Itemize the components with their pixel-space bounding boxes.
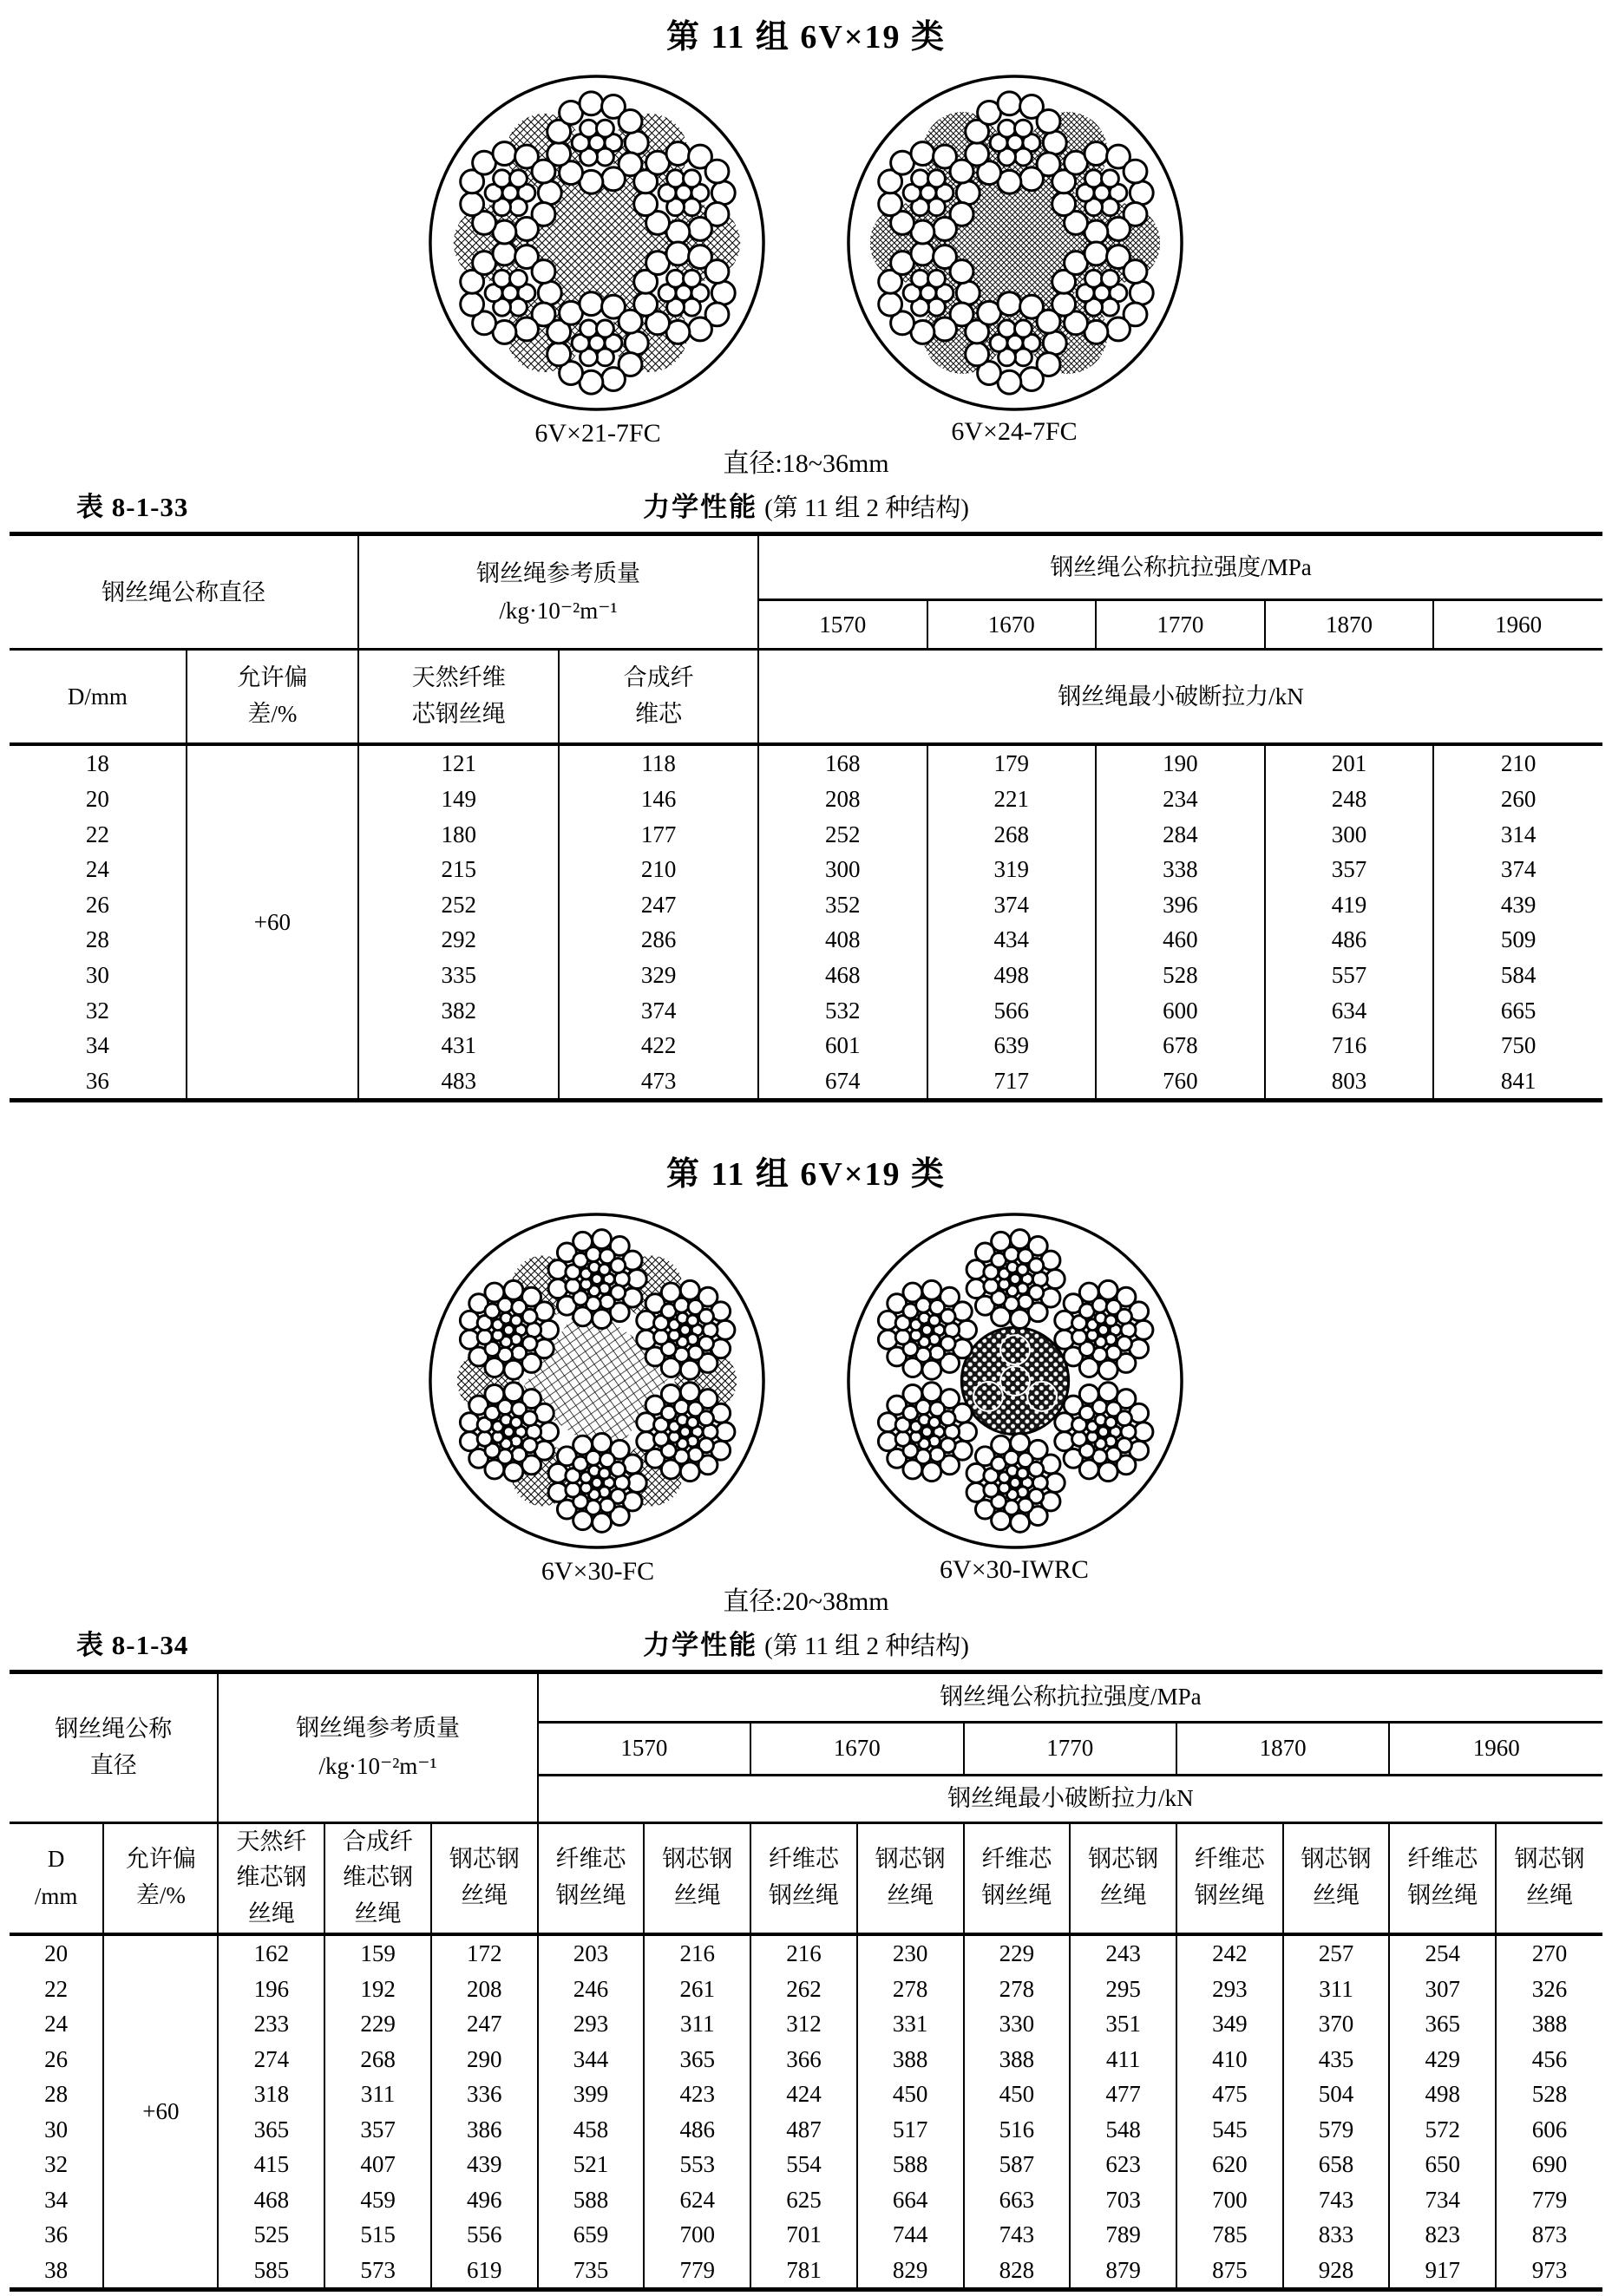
cell-value: 374 — [559, 992, 758, 1028]
cell-value: 431 — [358, 1028, 559, 1063]
header-synthetic-core: 合成纤维芯 — [559, 650, 758, 745]
cell-value: 268 — [324, 2042, 431, 2077]
header-diameter-group: 钢丝绳公称直径 — [10, 534, 358, 650]
cell-value: 388 — [1496, 2006, 1602, 2042]
cell-value: 351 — [1070, 2006, 1176, 2042]
cell-d: 28 — [10, 2077, 103, 2112]
header-d: D/mm — [10, 650, 187, 745]
cell-value: 554 — [750, 2147, 857, 2182]
cell-value: 496 — [431, 2182, 538, 2218]
cell-d: 36 — [10, 2217, 103, 2253]
cell-value: 336 — [431, 2077, 538, 2112]
cell-value: 650 — [1389, 2147, 1496, 2182]
header-fiber-core-rope: 纤维芯钢丝绳 — [1176, 1822, 1283, 1934]
header-natural-core: 天然纤维芯钢丝绳 — [358, 650, 559, 745]
cell-value: 312 — [750, 2006, 857, 2042]
section2-captions — [0, 1554, 1612, 1616]
table-row — [10, 2217, 1602, 2253]
cell-d: 22 — [10, 1972, 103, 2007]
cell-value: 243 — [1070, 1934, 1176, 1972]
cell-value: 330 — [964, 2006, 1071, 2042]
cell-d: 24 — [10, 852, 187, 887]
header-steel-core-rope: 钢芯钢丝绳 — [1283, 1822, 1390, 1934]
cell-value: 260 — [1433, 782, 1602, 817]
cell-value: 246 — [538, 1972, 645, 2007]
cell-value: 293 — [1176, 1972, 1283, 2007]
cell-value: 278 — [857, 1972, 964, 2007]
cell-value: 410 — [1176, 2042, 1283, 2077]
table-row — [10, 2182, 1602, 2218]
cell-value: 319 — [927, 852, 1097, 887]
figure-label: 6V×30-FC — [541, 1556, 655, 1586]
cell-value: 504 — [1283, 2077, 1390, 2112]
cell-value: 234 — [1096, 782, 1265, 817]
header-steel-core: 钢芯钢丝绳 — [431, 1822, 538, 1934]
cell-value: 456 — [1496, 2042, 1602, 2077]
cell-value: 196 — [218, 1972, 324, 2007]
cell-value: 352 — [758, 887, 927, 923]
table1-title: 力学性能 — [643, 492, 758, 523]
header-steel-core-rope: 钢芯钢丝绳 — [1070, 1822, 1176, 1934]
cell-value: 344 — [538, 2042, 645, 2077]
header-diameter-group: 钢丝绳公称直径 — [10, 1671, 218, 1822]
cell-value: 331 — [857, 2006, 964, 2042]
cell-value: 311 — [644, 2006, 750, 2042]
cell-value: 498 — [1389, 2077, 1496, 2112]
cell-value: 468 — [218, 2182, 324, 2218]
table-row — [10, 2253, 1602, 2290]
table1-number: 表 8-1-33 — [76, 492, 189, 523]
cell-value: 875 — [1176, 2253, 1283, 2290]
cell-value: 365 — [218, 2112, 324, 2148]
cell-value: 335 — [358, 958, 559, 993]
cell-d: 26 — [10, 2042, 103, 2077]
cell-value: 311 — [324, 2077, 431, 2112]
cell-value: 365 — [644, 2042, 750, 2077]
header-strength: 1770 — [1096, 600, 1265, 650]
cell-value: 459 — [324, 2182, 431, 2218]
cell-d: 20 — [10, 1934, 103, 1972]
cell-value: 664 — [857, 2182, 964, 2218]
cell-value: 203 — [538, 1934, 645, 1972]
section1-title: 第 11 组 6V×19 类 — [666, 19, 946, 56]
cell-value: 338 — [1096, 852, 1265, 887]
cell-value: 572 — [1389, 2112, 1496, 2148]
header-strength: 1770 — [964, 1722, 1176, 1775]
cell-value: 473 — [559, 1063, 758, 1101]
cell-value: 311 — [1283, 1972, 1390, 2007]
cell-value: 517 — [857, 2112, 964, 2148]
header-strength: 1960 — [1433, 600, 1602, 650]
cell-value: 159 — [324, 1934, 431, 1972]
header-steel-core-rope: 钢芯钢丝绳 — [644, 1822, 750, 1934]
cell-value: 247 — [431, 2006, 538, 2042]
cell-value: 415 — [218, 2147, 324, 2182]
header-synthetic-core: 合成纤维芯钢丝绳 — [324, 1822, 431, 1934]
cell-value: 828 — [964, 2253, 1071, 2290]
header-strength: 1670 — [750, 1722, 963, 1775]
cell-value: 388 — [857, 2042, 964, 2077]
cell-value: 388 — [964, 2042, 1071, 2077]
cell-d: 24 — [10, 2006, 103, 2042]
header-steel-core-rope: 钢芯钢丝绳 — [1496, 1822, 1602, 1934]
cell-value: 192 — [324, 1972, 431, 2007]
cell-value: 803 — [1265, 1063, 1434, 1101]
cell-value: 216 — [644, 1934, 750, 1972]
cell-value: 639 — [927, 1028, 1097, 1063]
cell-value: 252 — [358, 887, 559, 923]
header-breaking-force: 钢丝绳最小破断拉力/kN — [758, 650, 1602, 745]
cell-value: 370 — [1283, 2006, 1390, 2042]
cell-value: 314 — [1433, 816, 1602, 852]
cell-value: 318 — [218, 2077, 324, 2112]
cell-value: 588 — [857, 2147, 964, 2182]
cell-value: 365 — [1389, 2006, 1496, 2042]
cell-value: 172 — [431, 1934, 538, 1972]
cell-value: 435 — [1283, 2042, 1390, 2077]
cell-value: 624 — [644, 2182, 750, 2218]
cell-value: 419 — [1265, 887, 1434, 923]
cell-value: 439 — [431, 2147, 538, 2182]
cell-value: 701 — [750, 2217, 857, 2253]
cell-d: 28 — [10, 922, 187, 958]
table-row — [10, 2006, 1602, 2042]
cell-value: 216 — [750, 1934, 857, 1972]
cell-value: 735 — [538, 2253, 645, 2290]
header-fiber-core-rope: 纤维芯钢丝绳 — [1389, 1822, 1496, 1934]
cell-value: 386 — [431, 2112, 538, 2148]
section2-figures — [0, 1208, 1612, 1554]
cell-value: 274 — [218, 2042, 324, 2077]
cell-value: 716 — [1265, 1028, 1434, 1063]
cell-value: 634 — [1265, 992, 1434, 1028]
header-strength-group: 钢丝绳公称抗拉强度/MPa — [758, 534, 1602, 600]
cell-value: 208 — [758, 782, 927, 817]
cell-value: 254 — [1389, 1934, 1496, 1972]
header-deviation: 允许偏差/% — [103, 1822, 218, 1934]
cell-d: 30 — [10, 958, 187, 993]
cell-value: 690 — [1496, 2147, 1602, 2182]
table2-note: (第 11 组 2 种结构) — [764, 1632, 969, 1660]
header-fiber-core-rope: 纤维芯钢丝绳 — [750, 1822, 857, 1934]
cell-value: 450 — [857, 2077, 964, 2112]
cell-value: 873 — [1496, 2217, 1602, 2253]
header-deviation: 允许偏差/% — [187, 650, 358, 745]
cell-value: 717 — [927, 1063, 1097, 1101]
cell-value: 180 — [358, 816, 559, 852]
cell-value: 829 — [857, 2253, 964, 2290]
cell-value: 149 — [358, 782, 559, 817]
table2-title: 力学性能 — [643, 1629, 758, 1660]
cell-value: 781 — [750, 2253, 857, 2290]
cell-value: 833 — [1283, 2217, 1390, 2253]
cell-value: 215 — [358, 852, 559, 887]
rope-cross-section-6v30-iwrc — [842, 1208, 1188, 1554]
header-strength-group: 钢丝绳公称抗拉强度/MPa — [538, 1671, 1602, 1722]
cell-value: 557 — [1265, 958, 1434, 993]
cell-value: 760 — [1096, 1063, 1265, 1101]
cell-value: 600 — [1096, 992, 1265, 1028]
cell-value: 532 — [758, 992, 927, 1028]
cell-value: 290 — [431, 2042, 538, 2077]
cell-value: 329 — [559, 958, 758, 993]
cell-value: 434 — [927, 922, 1097, 958]
cell-value: 553 — [644, 2147, 750, 2182]
header-steel-core-rope: 钢芯钢丝绳 — [857, 1822, 964, 1934]
cell-value: 584 — [1433, 958, 1602, 993]
section1-captions — [0, 415, 1612, 478]
cell-value: 396 — [1096, 887, 1265, 923]
cell-value: 230 — [857, 1934, 964, 1972]
cell-value: 879 — [1070, 2253, 1176, 2290]
cell-value: 477 — [1070, 2077, 1176, 2112]
cell-value: 382 — [358, 992, 559, 1028]
header-strength: 1870 — [1176, 1722, 1389, 1775]
table-row — [10, 2077, 1602, 2112]
cell-d: 30 — [10, 2112, 103, 2148]
cell-value: 439 — [1433, 887, 1602, 923]
cell-value: 750 — [1433, 1028, 1602, 1063]
header-strength: 1670 — [927, 600, 1097, 650]
cell-value: 229 — [324, 2006, 431, 2042]
cell-value: 460 — [1096, 922, 1265, 958]
cell-value: 573 — [324, 2253, 431, 2290]
figure-label: 6V×30-IWRC — [940, 1554, 1089, 1584]
cell-value: 973 — [1496, 2253, 1602, 2290]
cell-value: 208 — [431, 1972, 538, 2007]
header-breaking-force: 钢丝绳最小破断拉力/kN — [538, 1775, 1602, 1822]
cell-d: 18 — [10, 744, 187, 782]
header-mass-group: 钢丝绳参考质量 /kg·10⁻²m⁻¹ — [358, 534, 758, 650]
rope-cross-section-6v24-7fc — [842, 70, 1188, 415]
cell-value: 357 — [1265, 852, 1434, 887]
cell-value: 300 — [758, 852, 927, 887]
cell-value: 210 — [559, 852, 758, 887]
cell-value: 190 — [1096, 744, 1265, 782]
cell-d: 34 — [10, 1028, 187, 1063]
cell-value: 606 — [1496, 2112, 1602, 2148]
cell-value: 665 — [1433, 992, 1602, 1028]
table-8-1-33 — [10, 532, 1602, 1102]
cell-value: 229 — [964, 1934, 1071, 1972]
figure-label: 6V×24-7FC — [951, 417, 1078, 447]
cell-value: 789 — [1070, 2217, 1176, 2253]
cell-value: 588 — [538, 2182, 645, 2218]
cell-value: 734 — [1389, 2182, 1496, 2218]
cell-value: 450 — [964, 2077, 1071, 2112]
header-fiber-core-rope: 纤维芯钢丝绳 — [964, 1822, 1071, 1934]
cell-value: 659 — [538, 2217, 645, 2253]
cell-value: 566 — [927, 992, 1097, 1028]
cell-value: 257 — [1283, 1934, 1390, 1972]
cell-value: 779 — [644, 2253, 750, 2290]
cell-value: 744 — [857, 2217, 964, 2253]
cell-deviation: +60 — [103, 1934, 218, 2290]
cell-value: 210 — [1433, 744, 1602, 782]
cell-value: 703 — [1070, 2182, 1176, 2218]
cell-value: 525 — [218, 2217, 324, 2253]
cell-value: 408 — [758, 922, 927, 958]
cell-value: 785 — [1176, 2217, 1283, 2253]
cell-value: 486 — [644, 2112, 750, 2148]
cell-value: 248 — [1265, 782, 1434, 817]
cell-value: 619 — [431, 2253, 538, 2290]
diameter-note: 直径:20~38mm — [723, 1586, 889, 1616]
diameter-note: 直径:18~36mm — [723, 449, 889, 479]
cell-value: 374 — [927, 887, 1097, 923]
figure-label: 6V×21-7FC — [534, 419, 661, 448]
cell-value: 177 — [559, 816, 758, 852]
cell-value: 625 — [750, 2182, 857, 2218]
cell-value: 168 — [758, 744, 927, 782]
cell-value: 247 — [559, 887, 758, 923]
cell-d: 20 — [10, 782, 187, 817]
cell-value: 458 — [538, 2112, 645, 2148]
cell-value: 483 — [358, 1063, 559, 1101]
cell-value: 516 — [964, 2112, 1071, 2148]
header-strength: 1870 — [1265, 600, 1434, 650]
cell-value: 429 — [1389, 2042, 1496, 2077]
cell-value: 233 — [218, 2006, 324, 2042]
cell-value: 663 — [964, 2182, 1071, 2218]
cell-value: 700 — [644, 2217, 750, 2253]
table1-caption — [0, 485, 1612, 527]
cell-value: 674 — [758, 1063, 927, 1101]
cell-value: 601 — [758, 1028, 927, 1063]
cell-value: 528 — [1096, 958, 1265, 993]
cell-value: 545 — [1176, 2112, 1283, 2148]
cell-value: 326 — [1496, 1972, 1602, 2007]
cell-value: 162 — [218, 1934, 324, 1972]
cell-value: 407 — [324, 2147, 431, 2182]
cell-d: 36 — [10, 1063, 187, 1101]
cell-value: 374 — [1433, 852, 1602, 887]
cell-value: 424 — [750, 2077, 857, 2112]
cell-value: 700 — [1176, 2182, 1283, 2218]
cell-value: 422 — [559, 1028, 758, 1063]
table-row — [10, 2112, 1602, 2148]
cell-value: 300 — [1265, 816, 1434, 852]
cell-value: 295 — [1070, 1972, 1176, 2007]
cell-value: 121 — [358, 744, 559, 782]
cell-value: 201 — [1265, 744, 1434, 782]
cell-value: 284 — [1096, 816, 1265, 852]
cell-value: 841 — [1433, 1063, 1602, 1101]
table-row — [10, 2147, 1602, 2182]
table2-number: 表 8-1-34 — [76, 1629, 189, 1660]
header-fiber-core-rope: 纤维芯钢丝绳 — [538, 1822, 645, 1934]
cell-value: 521 — [538, 2147, 645, 2182]
section1-figures — [0, 70, 1612, 415]
cell-value: 548 — [1070, 2112, 1176, 2148]
cell-value: 179 — [927, 744, 1097, 782]
cell-value: 286 — [559, 922, 758, 958]
cell-value: 399 — [538, 2077, 645, 2112]
table-row — [10, 1934, 1602, 1972]
cell-value: 270 — [1496, 1934, 1602, 1972]
header-strength: 1570 — [758, 600, 927, 650]
cell-value: 262 — [750, 1972, 857, 2007]
cell-value: 486 — [1265, 922, 1434, 958]
cell-value: 823 — [1389, 2217, 1496, 2253]
rope-cross-section-6v21-7fc — [424, 70, 770, 415]
cell-value: 475 — [1176, 2077, 1283, 2112]
cell-value: 487 — [750, 2112, 857, 2148]
cell-value: 623 — [1070, 2147, 1176, 2182]
cell-d: 32 — [10, 992, 187, 1028]
cell-d: 22 — [10, 816, 187, 852]
cell-d: 26 — [10, 887, 187, 923]
table-row — [10, 744, 1602, 782]
table1-note: (第 11 组 2 种结构) — [764, 494, 969, 523]
cell-value: 579 — [1283, 2112, 1390, 2148]
cell-value: 528 — [1496, 2077, 1602, 2112]
header-strength: 1570 — [538, 1722, 750, 1775]
cell-value: 292 — [358, 922, 559, 958]
cell-value: 515 — [324, 2217, 431, 2253]
cell-value: 118 — [559, 744, 758, 782]
cell-value: 585 — [218, 2253, 324, 2290]
cell-value: 411 — [1070, 2042, 1176, 2077]
cell-value: 349 — [1176, 2006, 1283, 2042]
cell-value: 620 — [1176, 2147, 1283, 2182]
cell-value: 556 — [431, 2217, 538, 2253]
cell-value: 678 — [1096, 1028, 1265, 1063]
table-row — [10, 1972, 1602, 2007]
header-strength: 1960 — [1389, 1722, 1602, 1775]
cell-value: 423 — [644, 2077, 750, 2112]
cell-value: 779 — [1496, 2182, 1602, 2218]
cell-value: 928 — [1283, 2253, 1390, 2290]
cell-d: 32 — [10, 2147, 103, 2182]
table-8-1-34 — [10, 1670, 1602, 2293]
cell-value: 498 — [927, 958, 1097, 993]
cell-value: 252 — [758, 816, 927, 852]
cell-value: 743 — [964, 2217, 1071, 2253]
table-row — [10, 2042, 1602, 2077]
cell-value: 293 — [538, 2006, 645, 2042]
cell-value: 587 — [964, 2147, 1071, 2182]
cell-value: 278 — [964, 1972, 1071, 2007]
cell-value: 468 — [758, 958, 927, 993]
cell-value: 743 — [1283, 2182, 1390, 2218]
cell-value: 221 — [927, 782, 1097, 817]
cell-value: 268 — [927, 816, 1097, 852]
rope-cross-section-6v30-fc — [424, 1208, 770, 1554]
cell-value: 307 — [1389, 1972, 1496, 2007]
header-natural-core: 天然纤维芯钢丝绳 — [218, 1822, 324, 1934]
cell-d: 34 — [10, 2182, 103, 2218]
cell-value: 509 — [1433, 922, 1602, 958]
cell-value: 658 — [1283, 2147, 1390, 2182]
section2-title: 第 11 组 6V×19 类 — [666, 1156, 946, 1194]
cell-deviation: +60 — [187, 744, 358, 1100]
cell-value: 261 — [644, 1972, 750, 2007]
cell-value: 917 — [1389, 2253, 1496, 2290]
header-mass-group: 钢丝绳参考质量 /kg·10⁻²m⁻¹ — [218, 1671, 537, 1822]
cell-value: 357 — [324, 2112, 431, 2148]
cell-value: 242 — [1176, 1934, 1283, 1972]
cell-value: 366 — [750, 2042, 857, 2077]
table2-caption — [0, 1623, 1612, 1665]
cell-d: 38 — [10, 2253, 103, 2290]
header-d: D /mm — [10, 1822, 103, 1934]
cell-value: 146 — [559, 782, 758, 817]
